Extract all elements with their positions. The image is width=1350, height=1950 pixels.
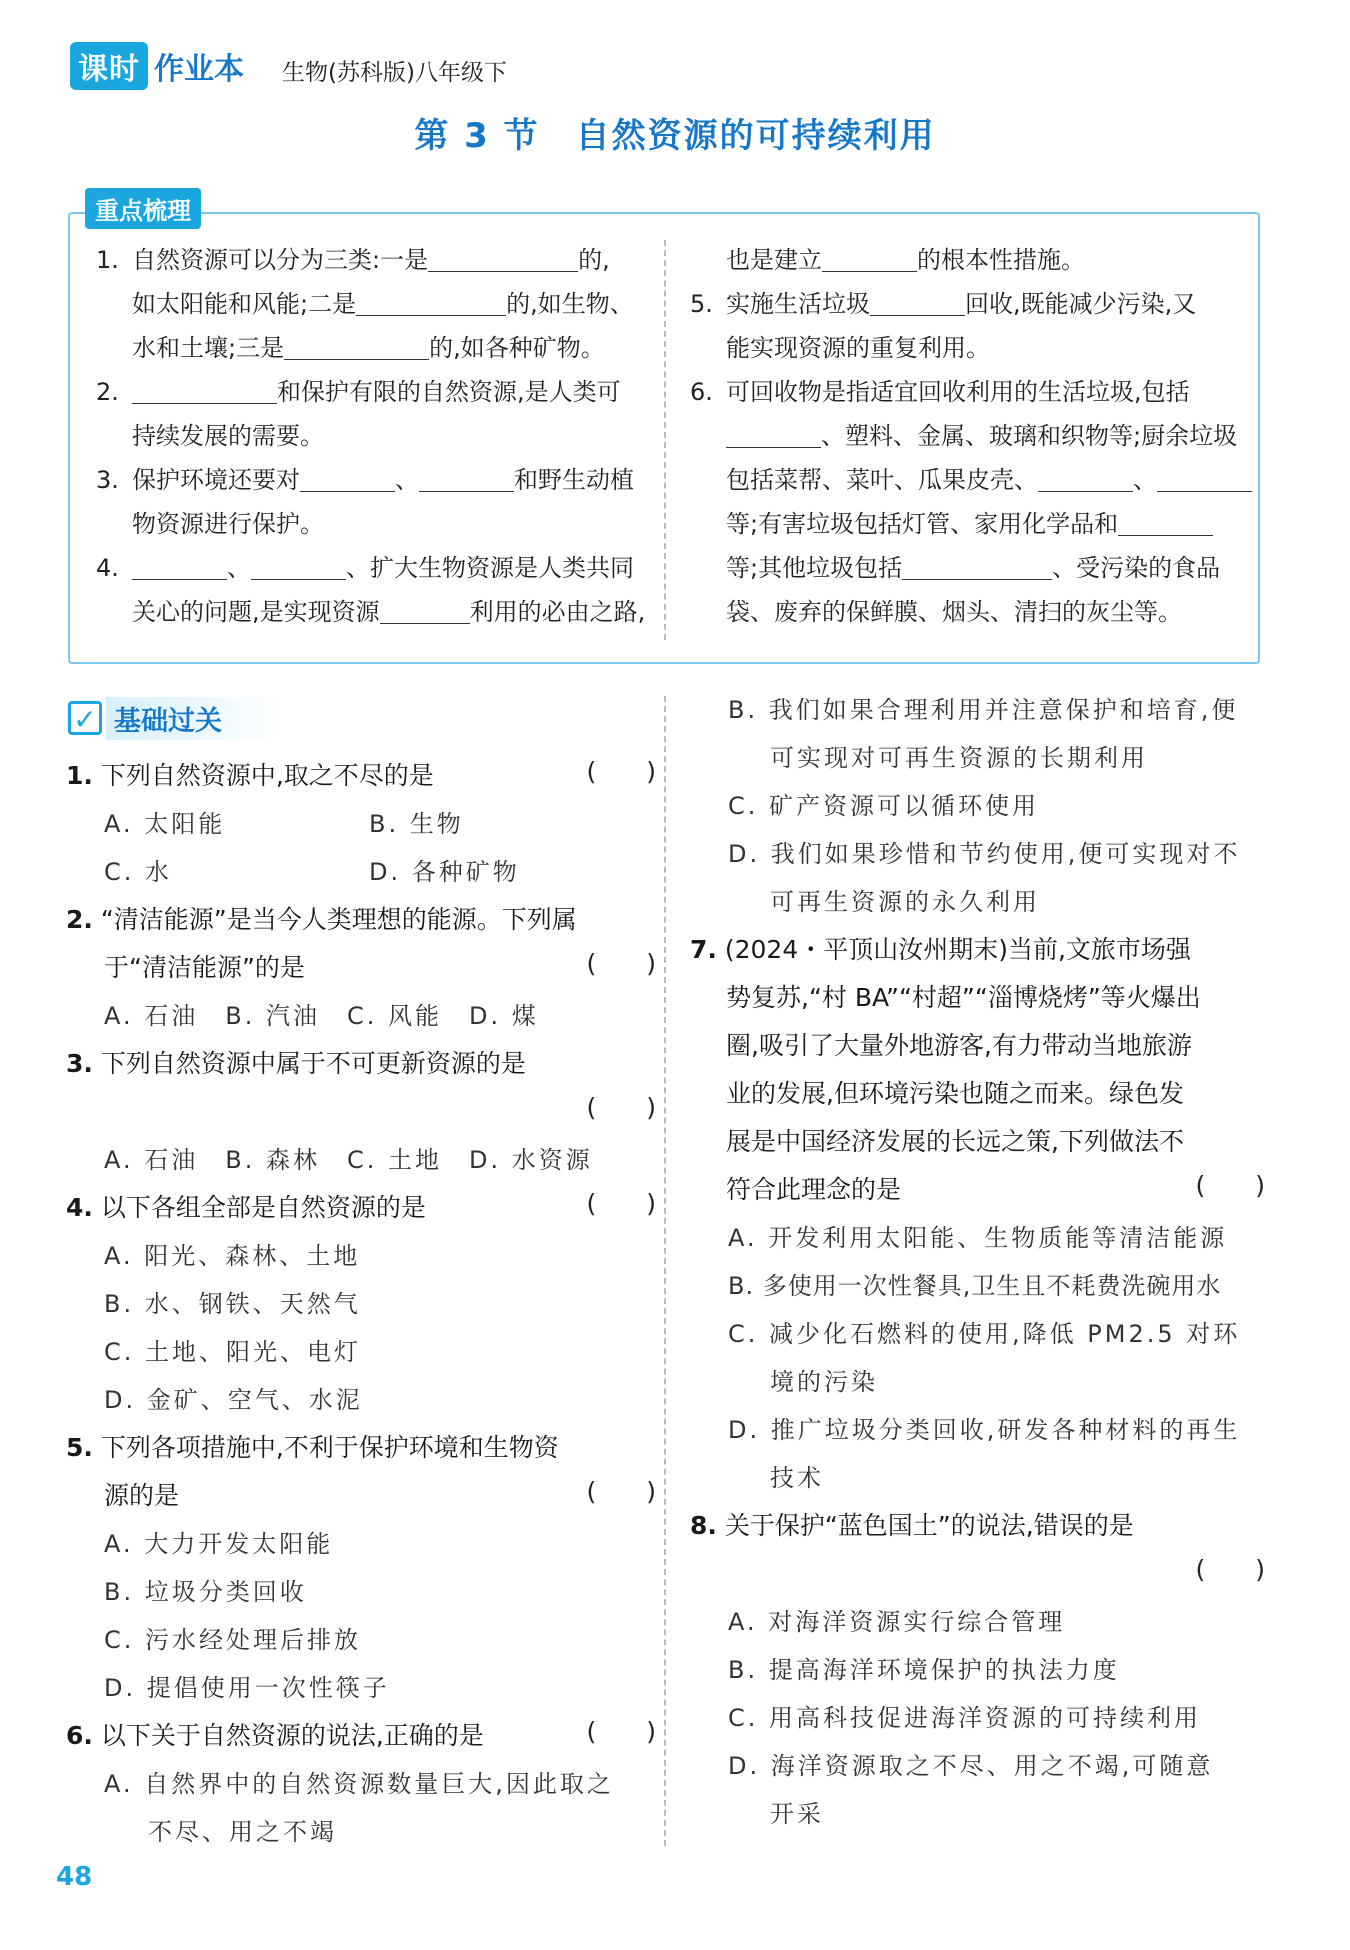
answer-bracket[interactable]: ( ) — [586, 757, 656, 786]
answer-bracket[interactable]: ( ) — [586, 1093, 656, 1122]
option-a[interactable]: A. 开发利用太阳能、生物质能等清洁能源 — [728, 1224, 1228, 1252]
option-c[interactable]: C. 土地、阳光、电灯 — [104, 1338, 362, 1366]
kp-line: 、塑料、金属、玻璃和织物等;厨余垃圾 — [690, 414, 1240, 458]
answer-blank[interactable] — [822, 243, 917, 272]
option-c[interactable]: C. 污水经处理后排放 — [104, 1626, 362, 1654]
option-d-cont: 可再生资源的永久利用 — [770, 888, 1040, 916]
option-b[interactable]: B. 多使用一次性餐具,卫生且不耗费洗碗用水 — [728, 1272, 1222, 1300]
kp-line: 如太阳能和风能;二是 的,如生物、 — [96, 282, 646, 326]
answer-blank[interactable] — [902, 551, 1052, 580]
exercises-left — [66, 752, 656, 1856]
logo-box: 课时 — [70, 42, 148, 90]
option-a[interactable]: A. 太阳能 — [104, 810, 226, 838]
section-title: 第 3 节 自然资源的可持续利用 — [414, 116, 936, 156]
option-b[interactable]: B. 提高海洋环境保护的执法力度 — [728, 1656, 1120, 1684]
answer-bracket[interactable]: ( ) — [586, 1189, 656, 1218]
option-b[interactable]: B. 水、钢铁、天然气 — [104, 1290, 361, 1318]
kp-line: 1. 自然资源可以分为三类:一是 的, — [96, 238, 646, 282]
answer-blank[interactable] — [1118, 507, 1213, 536]
publisher-logo — [70, 44, 244, 88]
option-d[interactable]: D. 金矿、空气、水泥 — [104, 1386, 363, 1414]
question-3: 3. 下列自然资源中属于不可更新资源的是 ( ) A. 石油 B. 森林 C. 土地 D. 水资源 — [66, 1040, 656, 1184]
answer-blank[interactable] — [380, 595, 470, 624]
question-8: 8. 关于保护“蓝色国土”的说法,错误的是 ( ) A. 对海洋资源实行综合管理 B. 提高海洋环境保护的执法力度 C. 用高科技促进海洋资源的可持续利用 D. 海洋资源取之不尽、用之不竭,可随意 开采 — [690, 1502, 1265, 1838]
kp-line: 关心的问题,是实现资源 利用的必由之路, — [96, 590, 646, 634]
option-b[interactable]: B. 我们如果合理利用并注意保护和培育,便 — [728, 696, 1239, 724]
kp-line: 也是建立 的根本性措施。 — [690, 238, 1240, 282]
answer-blank[interactable] — [419, 463, 514, 492]
answer-blank[interactable] — [1157, 463, 1252, 492]
kp-line: 3. 保护环境还要对 、 和野生动植 — [96, 458, 646, 502]
options-row[interactable]: A. 石油 B. 汽油 C. 风能 D. 煤 — [104, 1002, 539, 1030]
answer-blank[interactable] — [284, 331, 429, 360]
option-d[interactable]: D. 提倡使用一次性筷子 — [104, 1674, 390, 1702]
answer-blank[interactable] — [132, 551, 227, 580]
option-d[interactable]: D. 海洋资源取之不尽、用之不竭,可随意 — [728, 1752, 1214, 1780]
answer-blank[interactable] — [251, 551, 346, 580]
option-c[interactable]: C. 水 — [104, 858, 173, 886]
exercises-right — [690, 686, 1265, 1838]
key-points-divider — [664, 240, 666, 640]
basic-exercises-label: ✓ 基础过关 — [68, 698, 282, 738]
option-c[interactable]: C. 用高科技促进海洋资源的可持续利用 — [728, 1704, 1202, 1732]
subject-label: 生物(苏科版)八年级下 — [282, 60, 507, 86]
option-d-cont: 技术 — [770, 1464, 824, 1492]
option-b-cont: 可实现对可再生资源的长期利用 — [770, 744, 1148, 772]
kp-line: 能实现资源的重复利用。 — [726, 334, 990, 362]
options-row[interactable]: A. 石油 B. 森林 C. 土地 D. 水资源 — [104, 1146, 593, 1174]
kp-line: 水和土壤;三是 的,如各种矿物。 — [96, 326, 646, 370]
answer-blank[interactable] — [300, 463, 395, 492]
question-4: 4. 以下各组全部是自然资源的是 ( ) A. 阳光、森林、土地 B. 水、钢铁、天然气 C. 土地、阳光、电灯 D. 金矿、空气、水泥 — [66, 1184, 656, 1424]
exercises-divider — [664, 696, 666, 1846]
option-a[interactable]: A. 阳光、森林、土地 — [104, 1242, 361, 1270]
answer-bracket[interactable]: ( ) — [586, 949, 656, 978]
option-c-cont: 境的污染 — [770, 1368, 878, 1396]
option-a[interactable]: A. 自然界中的自然资源数量巨大,因此取之 — [104, 1770, 614, 1798]
kp-line: 袋、废弃的保鲜膜、烟头、清扫的灰尘等。 — [726, 598, 1182, 626]
answer-blank[interactable] — [428, 243, 578, 272]
kp-line: 持续发展的需要。 — [132, 422, 324, 450]
option-d[interactable]: D. 推广垃圾分类回收,研发各种材料的再生 — [728, 1416, 1241, 1444]
key-points-left — [96, 238, 646, 634]
kp-line: 5. 实施生活垃圾 回收,既能减少污染,又 — [690, 282, 1240, 326]
option-d[interactable]: D. 我们如果珍惜和节约使用,便可实现对不 — [728, 840, 1241, 868]
logo-text: 作业本 — [154, 52, 244, 87]
question-7: 7. (2024・平顶山汝州期末)当前,文旅市场强 势复苏,“村 BA”“村超”“淄博烧烤”等火爆出 圈,吸引了大量外地游客,有力带动当地旅游 业的发展,但环境污染也随之而来。绿色发 展是中国经济发展的长远之策,下列做法不 符合此理念的是 ( ) A. 开发利用太阳能、生物质能等清洁能源 B. 多使用一次性餐具,卫生且不耗费洗碗用水 C. 减少化石燃料的使用,降低 PM2.5 对环 境的污染 D. 推广垃圾分类回收,研发各种材料的再生 技术 — [690, 926, 1265, 1502]
question-2: 2. “清洁能源”是当今人类理想的能源。下列属 于“清洁能源”的是 ( ) A. 石油 B. 汽油 C. 风能 D. 煤 — [66, 896, 656, 1040]
question-6: 6. 以下关于自然资源的说法,正确的是 ( ) A. 自然界中的自然资源数量巨大,因此取之 不尽、用之不竭 — [66, 1712, 656, 1856]
option-c[interactable]: C. 减少化石燃料的使用,降低 PM2.5 对环 — [728, 1320, 1241, 1348]
answer-blank[interactable] — [726, 419, 821, 448]
answer-bracket[interactable]: ( ) — [1195, 1555, 1265, 1584]
kp-line: 2. 和保护有限的自然资源,是人类可 — [96, 370, 646, 414]
option-a[interactable]: A. 对海洋资源实行综合管理 — [728, 1608, 1066, 1636]
option-b[interactable]: B. 垃圾分类回收 — [104, 1578, 307, 1606]
option-d-cont: 开采 — [770, 1800, 824, 1828]
option-d[interactable]: D. 各种矿物 — [369, 858, 520, 886]
answer-bracket[interactable]: ( ) — [586, 1717, 656, 1746]
kp-line: 物资源进行保护。 — [132, 510, 324, 538]
key-points-label: 重点梳理 — [85, 188, 201, 229]
answer-bracket[interactable]: ( ) — [586, 1477, 656, 1506]
question-1: 1. 下列自然资源中,取之不尽的是 ( ) A. 太阳能 B. 生物 C. 水 D. 各种矿物 — [66, 752, 656, 896]
key-points-right — [690, 238, 1240, 634]
answer-blank[interactable] — [132, 375, 277, 404]
kp-line: 4. 、 、扩大生物资源是人类共同 — [96, 546, 646, 590]
kp-line: 等;有害垃圾包括灯管、家用化学品和 — [690, 502, 1240, 546]
option-c[interactable]: C. 矿产资源可以循环使用 — [728, 792, 1040, 820]
answer-blank[interactable] — [1038, 463, 1133, 492]
kp-line: 等;其他垃圾包括 、受污染的食品 — [690, 546, 1240, 590]
kp-line: 6. 可回收物是指适宜回收利用的生活垃圾,包括 — [690, 378, 1190, 406]
answer-blank[interactable] — [356, 287, 506, 316]
answer-bracket[interactable]: ( ) — [1195, 1171, 1265, 1200]
page-number: 48 — [56, 1862, 93, 1892]
answer-blank[interactable] — [870, 287, 965, 316]
checkmark-icon: ✓ — [68, 701, 102, 735]
option-a[interactable]: A. 大力开发太阳能 — [104, 1530, 334, 1558]
option-a-cont: 不尽、用之不竭 — [148, 1818, 337, 1846]
question-5: 5. 下列各项措施中,不利于保护环境和生物资 源的是 ( ) A. 大力开发太阳能 B. 垃圾分类回收 C. 污水经处理后排放 D. 提倡使用一次性筷子 — [66, 1424, 656, 1712]
kp-line: 包括菜帮、菜叶、瓜果皮壳、 、 — [690, 458, 1240, 502]
option-b[interactable]: B. 生物 — [369, 810, 464, 838]
